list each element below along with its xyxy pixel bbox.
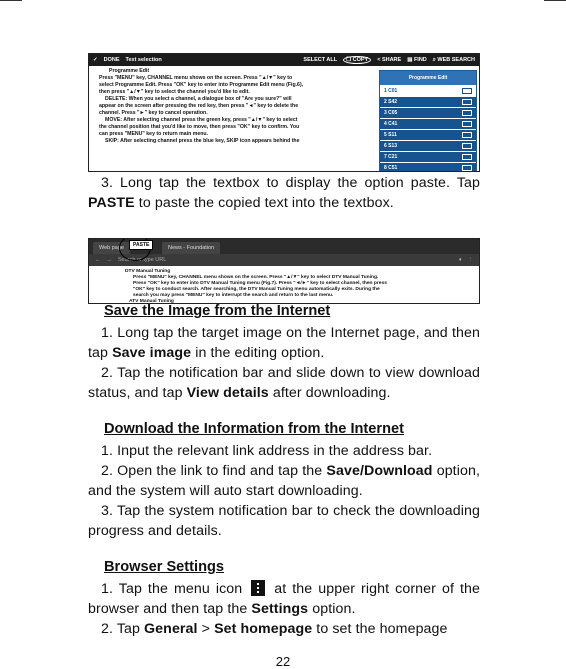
toolbar-title: Text selection <box>125 57 162 63</box>
text-line: "OK" key to conduct search. After searching, the DTV Manual Tuning menu automatically exits. During the <box>133 287 380 292</box>
tab-news <box>162 242 220 254</box>
section-heading: Download the Information from the Internet <box>104 421 404 437</box>
programme-edit-screenshot <box>88 53 480 172</box>
text-line: Press "OK" key to enter into DTV Manual Tuning menu (Fig.7). Press "◄/►" key to select channel, then press <box>133 281 387 286</box>
menu-dots-icon: ⋮ <box>467 257 473 263</box>
text-line: ATV Manual Tuning <box>129 299 174 304</box>
panel-title: Programme Edit <box>408 75 448 81</box>
text-line: DELETE: When you select a channel, a dialogue box of "Are you sure?" will <box>105 96 292 102</box>
done-button: DONE <box>103 57 120 63</box>
paste-text-a: 3. Long tap the textbox to display the option paste. Tap <box>101 175 480 191</box>
tab-label: Web page <box>99 245 124 251</box>
copy-icon: ❐ <box>346 57 352 63</box>
section-heading: Browser Settings <box>104 559 225 575</box>
text-line: Programme Edit <box>109 68 150 74</box>
paragraph: 2. Tap the notification bar and slide down to view download status, and tap View details after downloading. <box>88 365 480 401</box>
channel-row: 4 C41 <box>380 118 476 129</box>
web-search-button <box>433 57 475 64</box>
channel-row: 8 C51 <box>380 162 476 172</box>
find-label: FIND <box>413 57 427 63</box>
find-icon: ▤ <box>407 57 413 63</box>
channel-row: 5 S11 <box>380 129 476 140</box>
share-button <box>377 57 401 63</box>
paragraph: 1. Long tap the target image on the Internet page, and then tap Save image in the editing option. <box>88 325 480 361</box>
text-selection-toolbar <box>89 54 479 66</box>
text-line: MOVE: After selecting channel press the green key, press "▲/▼" key to select <box>105 117 298 123</box>
copy-label: COPY <box>352 57 369 63</box>
menu-icon <box>251 580 265 596</box>
channel-row: 6 S13 <box>380 140 476 151</box>
text-line: appear on the screen after pressing the red key, then press "◄" key to delete the <box>99 103 299 109</box>
channel-row: 2 S42 <box>380 96 476 107</box>
share-icon: < <box>377 57 381 63</box>
find-button <box>407 57 427 63</box>
page-number: 22 <box>275 654 291 669</box>
back-icon: ← <box>95 257 101 263</box>
text-line: DTV Manual Tuning <box>125 269 171 274</box>
text-line: can press "MENU" key to return main menu. <box>99 131 208 137</box>
programme-edit-text <box>89 68 375 145</box>
text-line: search you may press "MENU" key to interrupt the search and return to the last menu. <box>133 293 334 298</box>
text-line: SKIP: After selecting channel press the blue key, SKIP icon appears behind the <box>105 138 300 144</box>
dtv-tuning-text <box>89 266 465 304</box>
url-placeholder: Search or type URL <box>118 257 167 263</box>
paragraph: 1. Input the relevant link address in the address bar. <box>101 443 433 459</box>
share-label: SHARE <box>381 57 402 63</box>
paragraph: 3. Tap the system notification bar to check the downloading progress and details. <box>88 503 480 539</box>
select-all-button: SELECT ALL <box>303 57 338 63</box>
text-line: then press "▲/▼" key to select the channel you'd like to edit. <box>99 89 250 95</box>
crop-mark-left <box>0 0 22 10</box>
web-search-label: WEB SEARCH <box>437 56 475 63</box>
paste-button: PASTE <box>129 240 153 250</box>
paste-instruction <box>88 173 480 213</box>
copy-button <box>343 56 371 64</box>
channel-row: 7 C21 <box>380 151 476 162</box>
search-icon: ⌕ <box>432 56 436 63</box>
check-icon: ✓ <box>93 57 98 63</box>
tab-label: News - Foundation <box>167 245 215 251</box>
mic-icon: ♦ <box>458 257 462 263</box>
section-heading: Save the Image from the Internet <box>104 303 331 319</box>
forward-icon: → <box>106 257 112 263</box>
text-line: the channel position that you'd like to move, then press "OK" key to confirm. You <box>99 124 300 130</box>
text-line: Press "MENU" key, CHANNEL menu shows on the screen. Press "▲/▼" key to <box>99 75 293 81</box>
text-line: select Programme Edit. Press "OK" key to enter into Programme Edit menu (Fig.6), <box>99 82 304 88</box>
text-line: channel. Press "►" key to cancel operation. <box>99 110 208 116</box>
channel-row: 1 C01 <box>380 85 476 96</box>
crop-mark-right <box>544 0 566 10</box>
paragraph: 2. Open the link to find and tap the Save/Download option, and the system will auto start downloading. <box>88 463 480 499</box>
paragraph: 2. Tap General > Set homepage to set the homepage <box>101 621 448 637</box>
paragraph: 1. Tap the menu icon at the upper right corner of the browser and then tap the Settings option. <box>88 581 480 617</box>
channel-row: 3 C05 <box>380 107 476 118</box>
browser-paste-screenshot <box>88 238 480 304</box>
programme-edit-panel <box>379 70 477 172</box>
paste-keyword: PASTE <box>88 195 135 211</box>
paste-text-b: to paste the copied text into the textbox. <box>134 195 394 211</box>
text-line: Press "MENU" key, CHANNEL menu shows on the screen. Press "▲/▼" key to select DTV Manual Tuning. <box>133 275 379 280</box>
